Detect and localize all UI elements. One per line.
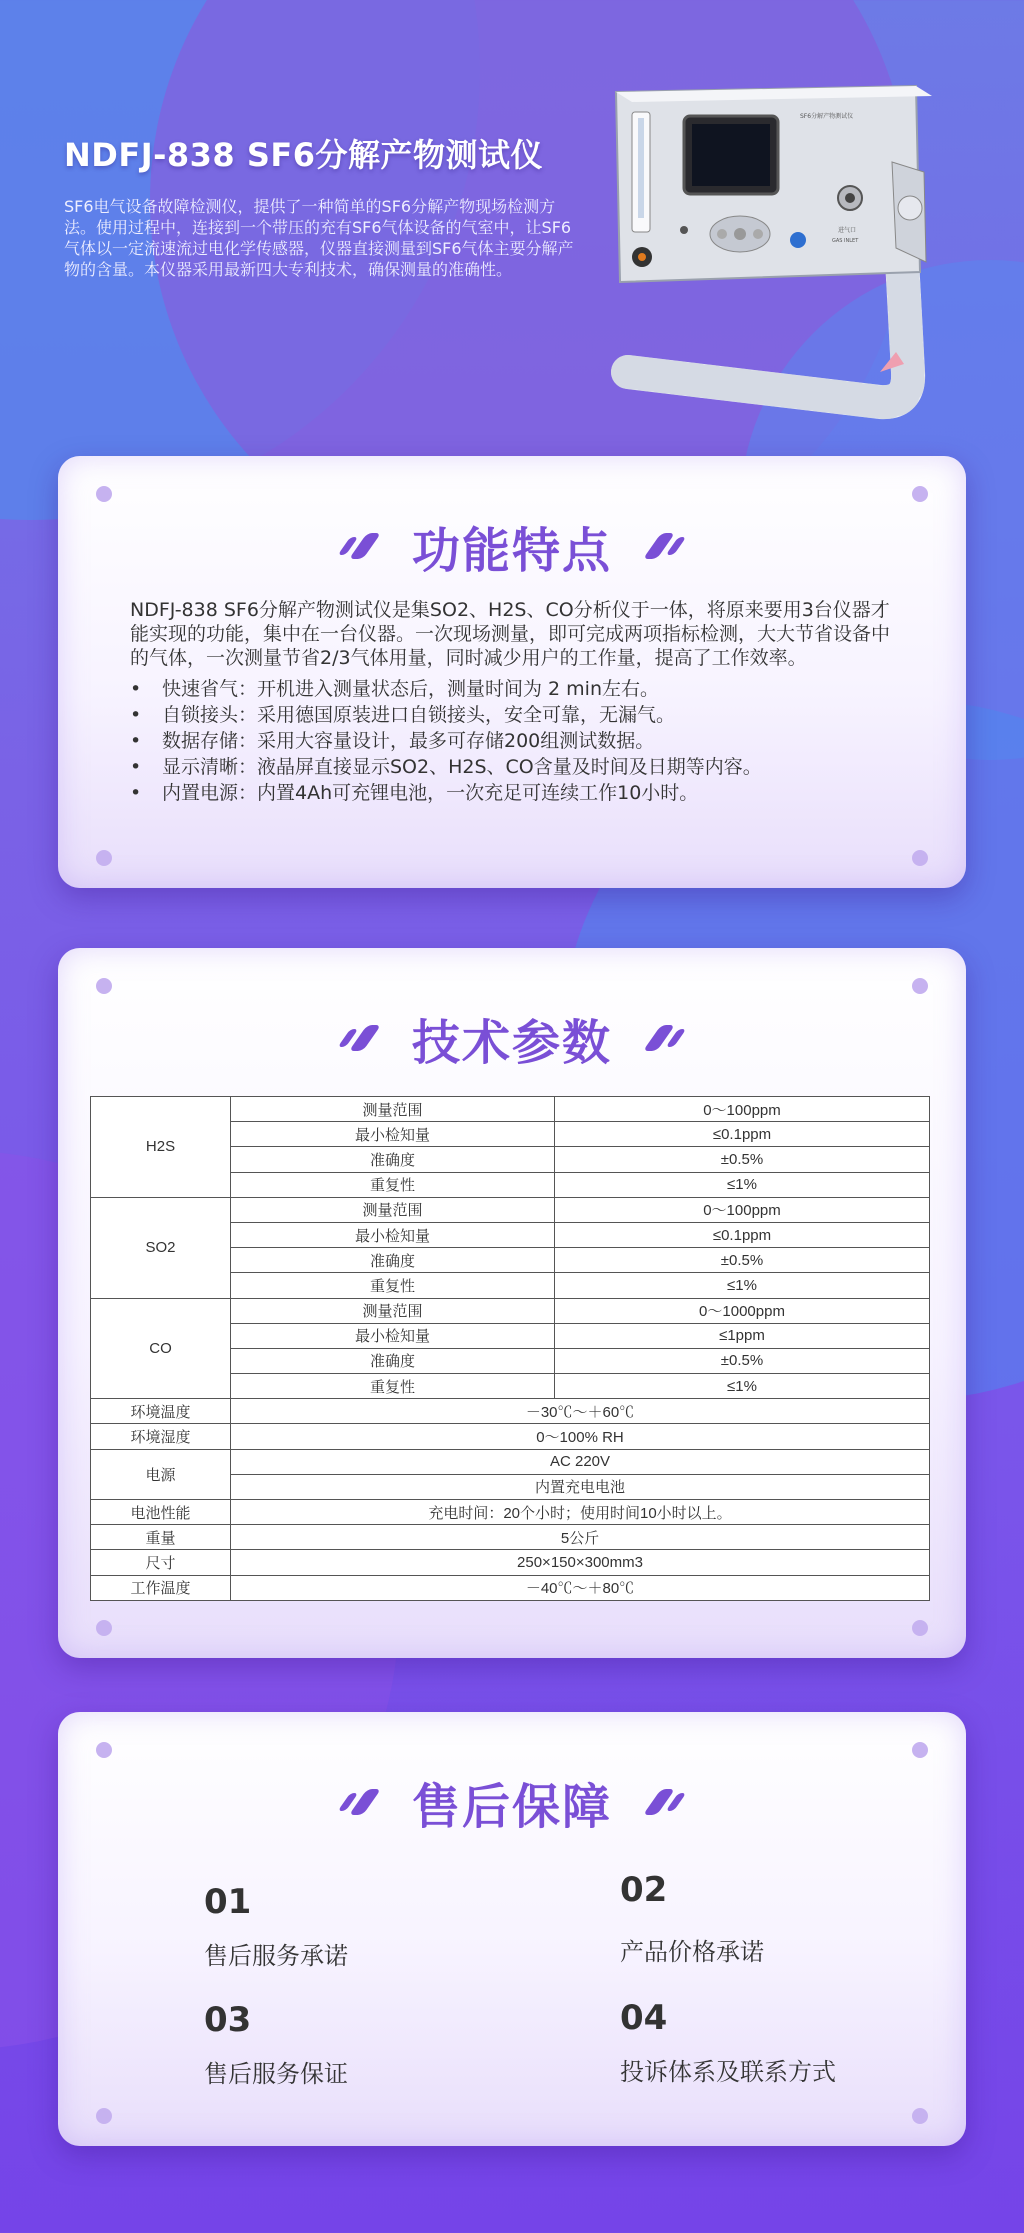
item-number: 04 — [620, 1998, 668, 2038]
item-label: 售后服务保证 — [204, 2060, 348, 2088]
decor-dot — [912, 978, 928, 994]
param-value: 0～100ppm — [555, 1097, 930, 1122]
item-number: 01 — [204, 1882, 252, 1922]
param-label: 准确度 — [231, 1147, 555, 1172]
item-number: 03 — [204, 2000, 252, 2040]
product-title: NDFJ-838 SF6分解产物测试仪 — [64, 136, 544, 174]
table-row — [91, 1525, 930, 1550]
spec-label: 尺寸 — [91, 1550, 231, 1575]
spec-label: 环境温度 — [91, 1399, 231, 1424]
specs-card — [58, 948, 966, 1658]
spec-value: 250×150×300mm3 — [231, 1550, 930, 1575]
after-sales-item — [204, 2000, 348, 2089]
decor-dot — [912, 486, 928, 502]
param-value: ≤0.1ppm — [555, 1122, 930, 1147]
gas-name: SO2 — [91, 1197, 231, 1298]
param-label: 测量范围 — [231, 1197, 555, 1222]
after-sales-card — [58, 1712, 966, 2146]
table-row — [91, 1575, 930, 1600]
param-label: 最小检知量 — [231, 1222, 555, 1247]
title-decoration — [344, 1789, 372, 1815]
param-label: 最小检知量 — [231, 1122, 555, 1147]
decor-dot — [96, 850, 112, 866]
table-row — [91, 1097, 930, 1122]
param-label: 重复性 — [231, 1172, 555, 1197]
spec-label: 电池性能 — [91, 1500, 231, 1525]
param-value: ±0.5% — [555, 1147, 930, 1172]
spec-value: －40℃～＋80℃ — [231, 1575, 930, 1600]
spec-label: 重量 — [91, 1525, 231, 1550]
table-row — [91, 1298, 930, 1323]
table-row — [91, 1424, 930, 1449]
gas-name: H2S — [91, 1097, 231, 1198]
specs-table — [90, 1096, 930, 1601]
product-image — [580, 72, 940, 432]
table-row — [91, 1399, 930, 1424]
spec-label: 电源 — [91, 1449, 231, 1499]
decor-dot — [96, 1620, 112, 1636]
decor-dot — [96, 978, 112, 994]
gas-name: CO — [91, 1298, 231, 1399]
param-label: 测量范围 — [231, 1097, 555, 1122]
after-sales-item — [620, 1998, 836, 2087]
after-sales-title: 售后保障 — [411, 1778, 612, 1835]
table-row — [91, 1197, 930, 1222]
svg-text:GAS INLET: GAS INLET — [832, 238, 859, 244]
param-label: 准确度 — [231, 1348, 555, 1373]
title-decoration — [344, 533, 372, 559]
param-label: 重复性 — [231, 1273, 555, 1298]
feature-item: • 自锁接头：采用德国原装进口自锁接头，安全可靠，无漏气。 — [130, 702, 900, 728]
spec-label: 工作温度 — [91, 1575, 231, 1600]
svg-text:进气口: 进气口 — [838, 227, 857, 234]
param-value: ≤1% — [555, 1172, 930, 1197]
decor-dot — [96, 2108, 112, 2124]
spec-value: 5公斤 — [231, 1525, 930, 1550]
decor-dot — [912, 1742, 928, 1758]
item-label: 售后服务承诺 — [204, 1942, 348, 1970]
spec-value: －30℃～＋60℃ — [231, 1399, 930, 1424]
feature-item: • 快速省气：开机进入测量状态后，测量时间为 2 min左右。 — [130, 676, 900, 702]
feature-item: • 显示清晰：液晶屏直接显示SO2、H2S、CO含量及时间及日期等内容。 — [130, 754, 900, 780]
spec-value: 0～100% RH — [231, 1424, 930, 1449]
after-sales-item — [204, 1882, 348, 1971]
param-label: 测量范围 — [231, 1298, 555, 1323]
param-value: 0～1000ppm — [555, 1298, 930, 1323]
param-value: ±0.5% — [555, 1348, 930, 1373]
param-value: 0～100ppm — [555, 1197, 930, 1222]
title-decoration — [652, 533, 680, 559]
decor-dot — [912, 2108, 928, 2124]
feature-item: • 数据存储：采用大容量设计，最多可存储200组测试数据。 — [130, 728, 900, 754]
decor-dot — [96, 486, 112, 502]
param-label: 最小检知量 — [231, 1323, 555, 1348]
features-list — [130, 676, 900, 806]
param-value: ≤0.1ppm — [555, 1222, 930, 1247]
item-label: 投诉体系及联系方式 — [620, 2058, 836, 2086]
product-description: SF6电气设备故障检测仪，提供了一种简单的SF6分解产物现场检测方法。使用过程中，连接到一个带压的充有SF6气体设备的气室中，让SF6气体以一定流速流过电化学传感器，仪器直接测量到SF6气体主要分解产物的含量。本仪器采用最新四大专利技术，确保测量的准确性。 — [64, 197, 574, 279]
decor-dot — [96, 1742, 112, 1758]
param-value: ±0.5% — [555, 1248, 930, 1273]
title-decoration — [344, 1025, 372, 1051]
features-title: 功能特点 — [411, 522, 612, 579]
param-value: ≤1% — [555, 1273, 930, 1298]
table-row — [91, 1550, 930, 1575]
spec-value: 充电时间：20个小时；使用时间10小时以上。 — [231, 1500, 930, 1525]
param-value: ≤1% — [555, 1374, 930, 1399]
features-card — [58, 456, 966, 888]
table-row — [91, 1449, 930, 1474]
item-number: 02 — [620, 1870, 668, 1910]
item-label: 产品价格承诺 — [620, 1938, 764, 1966]
spec-label: 环境湿度 — [91, 1424, 231, 1449]
decor-dot — [912, 850, 928, 866]
table-row — [91, 1500, 930, 1525]
title-decoration — [652, 1789, 680, 1815]
param-label: 准确度 — [231, 1248, 555, 1273]
features-intro: NDFJ-838 SF6分解产物测试仪是集SO2、H2S、CO分析仪于一体，将原来要用3台仪器才能实现的功能，集中在一台仪器。一次现场测量，即可完成两项指标检测，大大节省设备中的气体，一次测量节省2/3气体用量，同时减少用户的工作量，提高了工作效率。 — [130, 599, 891, 669]
spec-value: 内置充电电池 — [231, 1474, 930, 1499]
specs-title: 技术参数 — [411, 1014, 612, 1071]
param-value: ≤1ppm — [555, 1323, 930, 1348]
after-sales-item — [620, 1870, 764, 1967]
svg-text:SF6分解产物测试仪: SF6分解产物测试仪 — [800, 113, 854, 120]
spec-value: AC 220V — [231, 1449, 930, 1474]
title-decoration — [652, 1025, 680, 1051]
param-label: 重复性 — [231, 1374, 555, 1399]
decor-dot — [912, 1620, 928, 1636]
feature-item: • 内置电源：内置4Ah可充锂电池，一次充足可连续工作10小时。 — [130, 780, 900, 806]
